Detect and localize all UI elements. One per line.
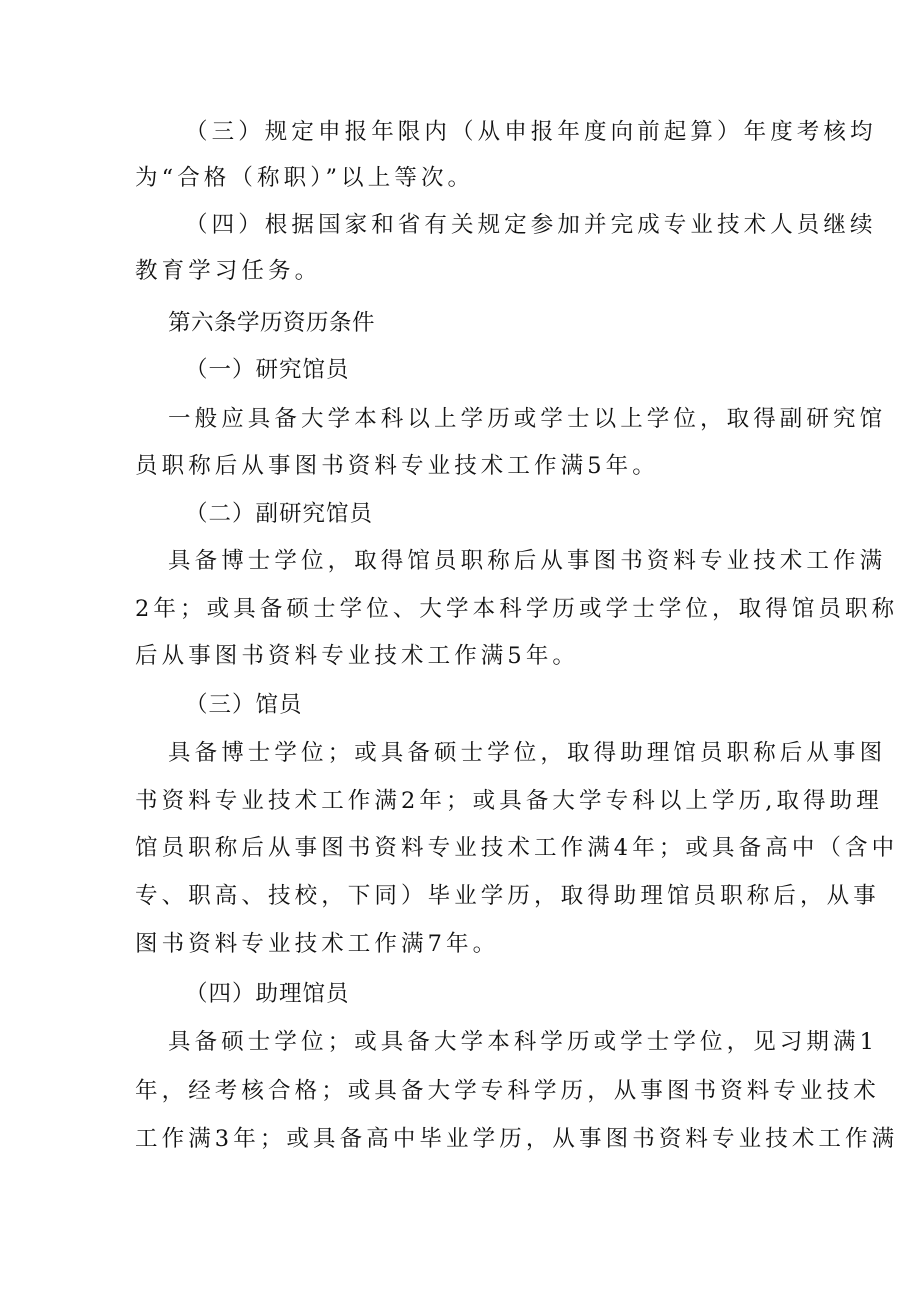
paragraph-line: 工作满3年；或具备高中毕业学历，从事图书资料专业技术工作满	[135, 1126, 899, 1152]
paragraph-line: 年，经考核合格；或具备大学专科学历，从事图书资料专业技术	[135, 1078, 880, 1104]
paragraph-line: 具备硕士学位；或具备大学本科学历或学士学位，见习期满1	[168, 1029, 879, 1055]
paragraph-line: 一般应具备大学本科以上学历或学士以上学位，取得副研究馆	[168, 406, 887, 432]
paragraph-line: 图书资料专业技术工作满7年。	[135, 931, 500, 957]
subsection-heading: （三）馆员	[185, 692, 303, 718]
subsection-heading: （一）研究馆员	[185, 357, 350, 383]
paragraph-line: 专、职高、技校，下同）毕业学历，取得助理馆员职称后，从事	[135, 883, 880, 909]
subsection-heading: （二）副研究馆员	[185, 501, 374, 527]
paragraph-line: （三）规定申报年限内（从申报年度向前起算）年度考核均	[185, 119, 877, 145]
paragraph-line: 2年；或具备硕士学位、大学本科学历或学士学位，取得馆员职称	[135, 596, 899, 622]
paragraph-line: 为“合格（称职）”以上等次。	[135, 165, 475, 191]
section-heading: 第六条学历资历条件	[168, 310, 376, 336]
paragraph-line: 馆员职称后从事图书资料专业技术工作满4年；或具备高中（含中	[135, 835, 899, 861]
paragraph-line: 书资料专业技术工作满2年；或具备大学专科以上学历,取得助理	[135, 788, 883, 814]
paragraph-line: 具备博士学位，取得馆员职称后从事图书资料专业技术工作满	[168, 548, 887, 574]
paragraph-line: 员职称后从事图书资料专业技术工作满5年。	[135, 453, 659, 479]
paragraph-line: （四）根据国家和省有关规定参加并完成专业技术人员继续	[185, 212, 877, 238]
paragraph-line: 具备博士学位；或具备硕士学位，取得助理馆员职称后从事图	[168, 740, 887, 766]
paragraph-line: 教育学习任务。	[135, 258, 322, 284]
subsection-heading: （四）助理馆员	[185, 981, 350, 1007]
paragraph-line: 后从事图书资料专业技术工作满5年。	[135, 643, 580, 669]
